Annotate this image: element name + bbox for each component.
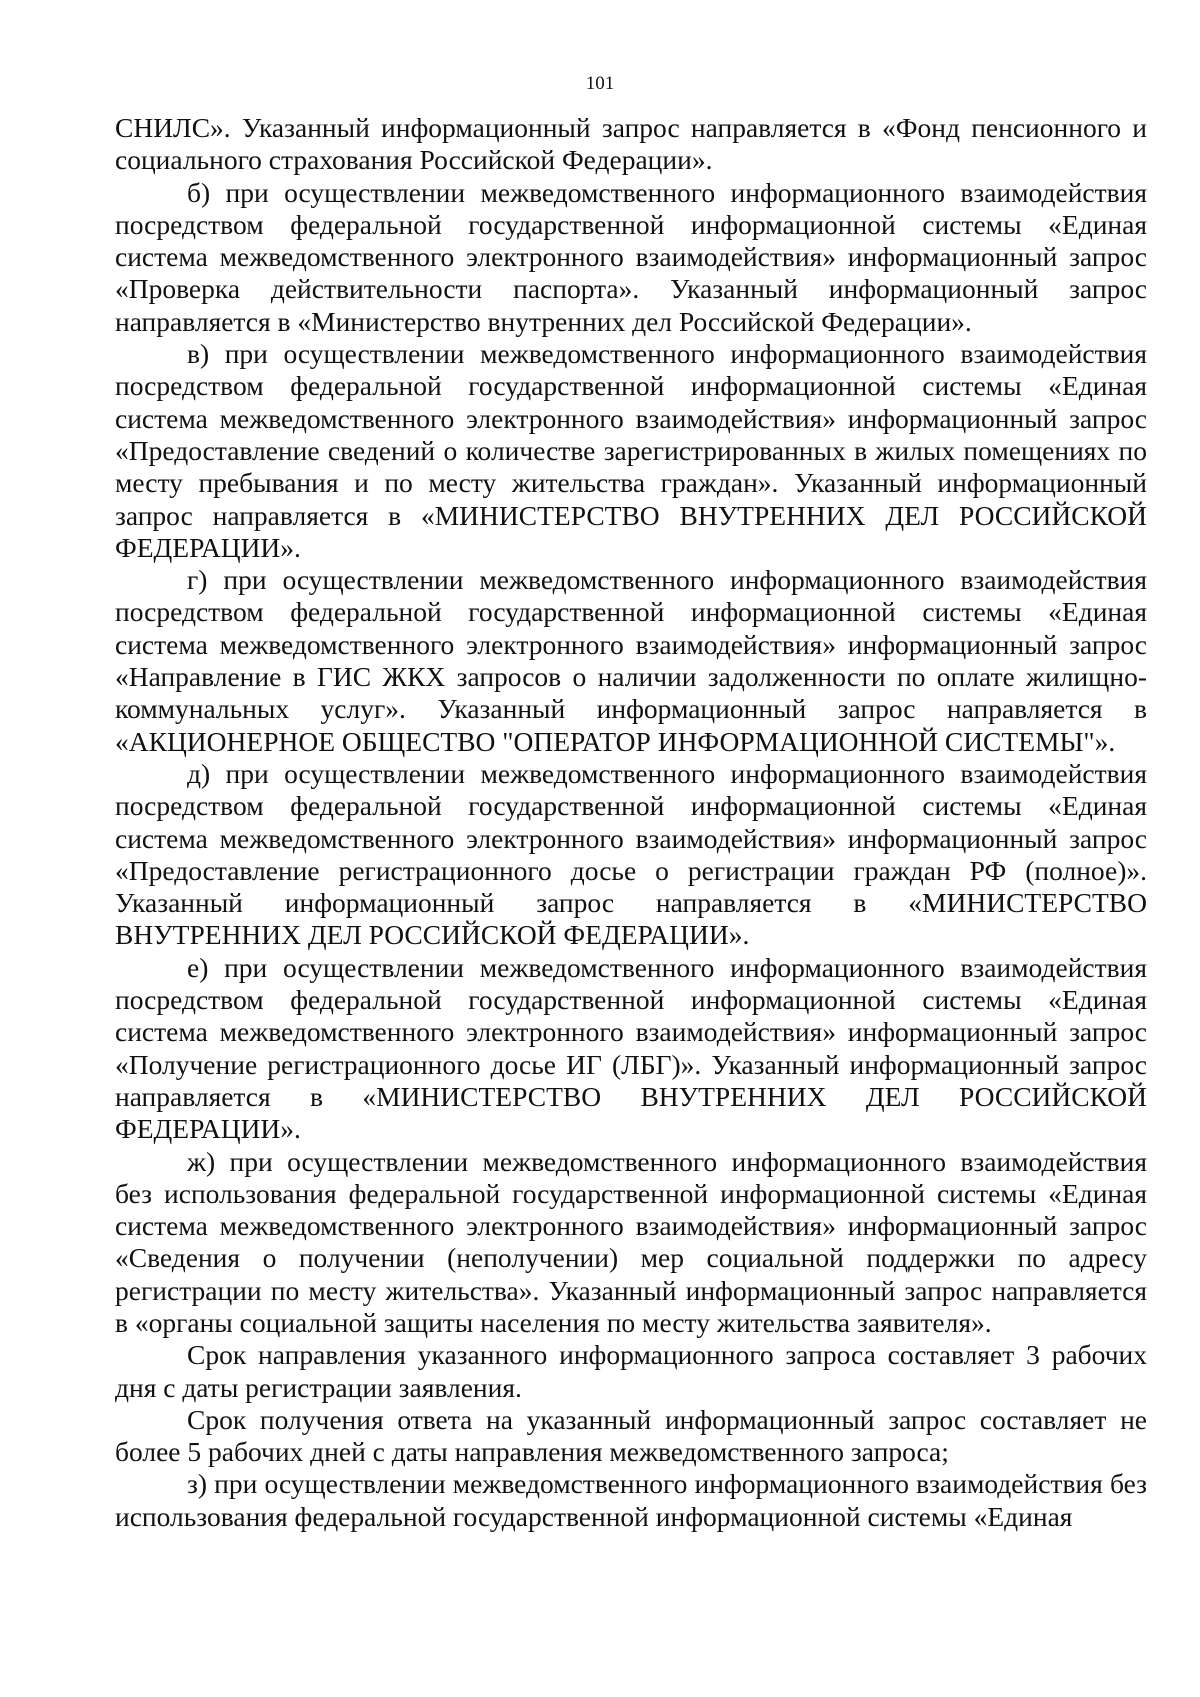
paragraph-d-registration-dossier: д) при осуществлении межведомственного информационного взаимодействия посредством федеральной государственной информационной системы «Единая система межведомственного электронного взаимодействия» информационный запрос «Предоставление регистрационного досье о регистрации граждан РФ (полное)». Указанный информационный запрос направляется в «МИНИСТЕРСТВО ВНУТРЕННИХ ДЕЛ РОССИЙСКОЙ ФЕДЕРАЦИИ». xyxy=(115,757,1147,951)
paragraph-v-registered-residents: в) при осуществлении межведомственного информационного взаимодействия посредством федеральной государственной информационной системы «Единая система межведомственного электронного взаимодействия» информационный запрос «Предоставление сведений о количестве зарегистрированных в жилых помещениях по месту пребывания и по месту жительства граждан». Указанный информационный запрос направляется в «МИНИСТЕРСТВО ВНУТРЕННИХ ДЕЛ РОССИЙСКОЙ ФЕДЕРАЦИИ». xyxy=(115,338,1147,563)
document-body xyxy=(115,112,1147,1533)
paragraph-snils-continuation: СНИЛС». Указанный информационный запрос направляется в «Фонд пенсионного и социального страхования Российской Федерации». xyxy=(115,112,1147,176)
paragraph-response-deadline: Срок получения ответа на указанный информационный запрос составляет не более 5 рабочих дней с даты направления межведомственного запроса; xyxy=(115,1403,1147,1468)
paragraph-z-start: з) при осуществлении межведомственного информационного взаимодействия без использования федеральной государственной информационной системы «Единая xyxy=(115,1468,1147,1532)
paragraph-request-deadline: Срок направления указанного информационного запроса составляет 3 рабочих дня с даты регистрации заявления. xyxy=(115,1339,1147,1403)
paragraph-e-dossier-ig: е) при осуществлении межведомственного информационного взаимодействия посредством федеральной государственной информационной системы «Единая система межведомственного электронного взаимодействия» информационный запрос «Получение регистрационного досье ИГ (ЛБГ)». Указанный информационный запрос направляется в «МИНИСТЕРСТВО ВНУТРЕННИХ ДЕЛ РОССИЙСКОЙ ФЕДЕРАЦИИ». xyxy=(115,951,1147,1145)
paragraph-g-gis-zhkh: г) при осуществлении межведомственного информационного взаимодействия посредством федеральной государственной информационной системы «Единая система межведомственного электронного взаимодействия» информационный запрос «Направление в ГИС ЖКХ запросов о наличии задолженности по оплате жилищно-коммунальных услуг». Указанный информационный запрос направляется в «АКЦИОНЕРНОЕ ОБЩЕСТВО "ОПЕРАТОР ИНФОРМАЦИОННОЙ СИСТЕМЫ"». xyxy=(115,564,1147,757)
page-number: 101 xyxy=(585,73,615,94)
paragraph-zh-social-support: ж) при осуществлении межведомственного информационного взаимодействия без использования федеральной государственной информационной системы «Единая система межведомственного электронного взаимодействия» информационный запрос «Сведения о получении (неполучении) мер социальной поддержки по адресу регистрации по месту жительства». Указанный информационный запрос направляется в «органы социальной защиты населения по месту жительства заявителя». xyxy=(115,1145,1147,1338)
paragraph-b-passport-check: б) при осуществлении межведомственного информационного взаимодействия посредством федеральной государственной информационной системы «Единая система межведомственного электронного взаимодействия» информационный запрос «Проверка действительности паспорта». Указанный информационный запрос направляется в «Министерство внутренних дел Российской Федерации». xyxy=(115,176,1147,337)
